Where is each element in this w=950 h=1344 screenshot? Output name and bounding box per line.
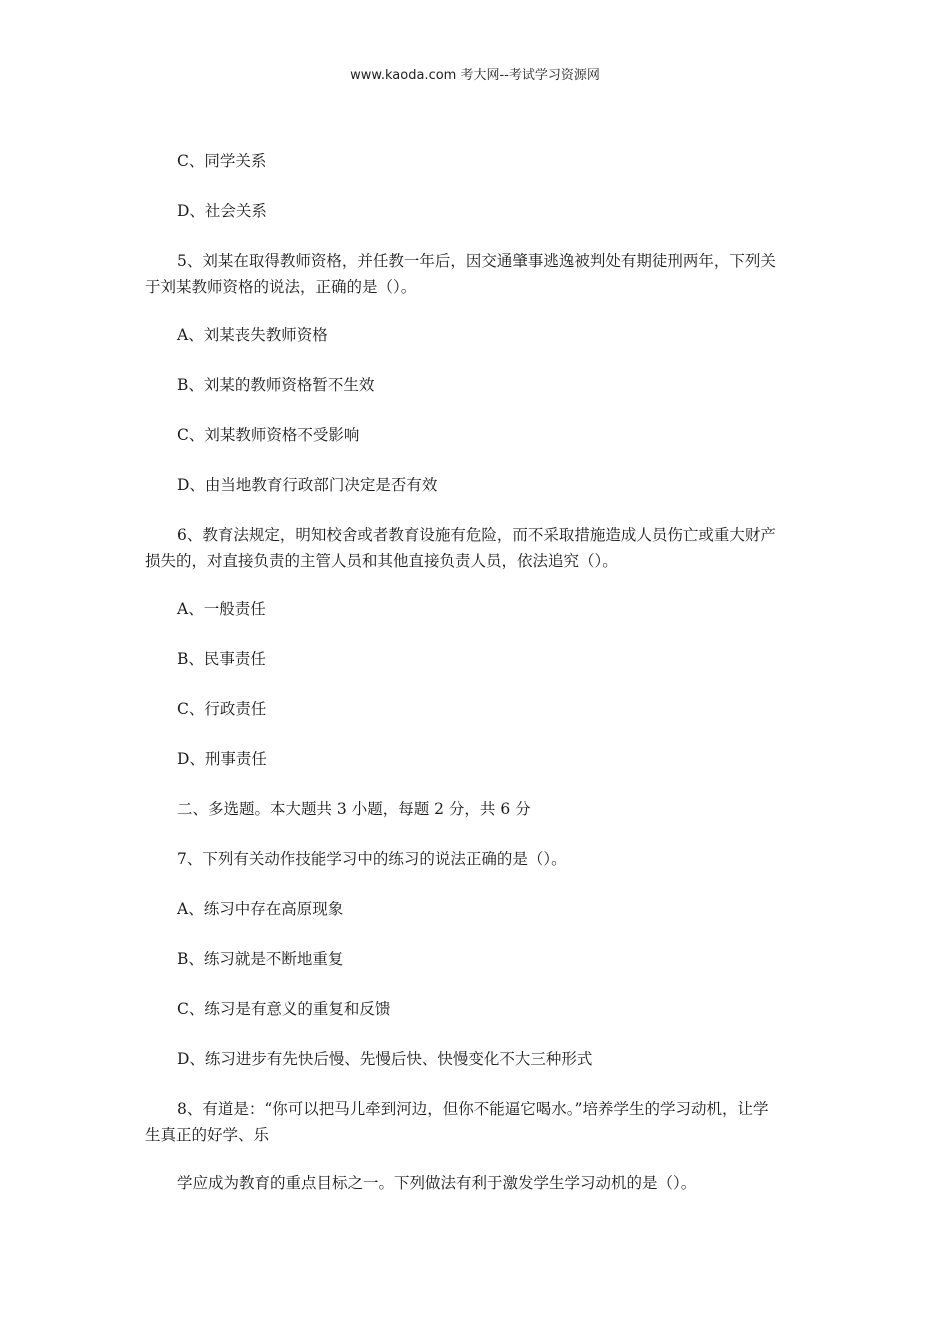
- q7-option-d: D、练习进步有先快后慢、先慢后快、快慢变化不大三种形式: [177, 1050, 593, 1068]
- q6-option-d: D、刑事责任: [177, 750, 267, 768]
- q8-stem-line-2: 生真正的好学、乐: [145, 1126, 270, 1144]
- q5-option-d: D、由当地教育行政部门决定是否有效: [177, 476, 438, 494]
- q6-stem: [145, 522, 810, 574]
- q6-stem-line-2: 损失的，对直接负责的主管人员和其他直接负责人员，依法追究（）。: [145, 552, 618, 570]
- q6-option-b: B、民事责任: [177, 650, 266, 668]
- q5-option-c: C、刘某教师资格不受影响: [177, 426, 360, 444]
- q7-stem: 7、下列有关动作技能学习中的练习的说法正确的是（）。: [177, 850, 567, 868]
- q4-option-c: C、同学关系: [177, 152, 267, 170]
- q5-option-b: B、刘某的教师资格暂不生效: [177, 376, 375, 394]
- q8-stem-continued: 学应成为教育的重点目标之一。下列做法有利于激发学生学习动机的是（）。: [177, 1174, 697, 1192]
- q5-stem-line-2: 于刘某教师资格的说法，正确的是（）。: [145, 278, 417, 296]
- q7-option-c: C、练习是有意义的重复和反馈: [177, 1000, 391, 1018]
- q7-option-b: B、练习就是不断地重复: [177, 950, 344, 968]
- section-heading-multiple-choice: 二、多选题。本大题共 3 小题，每题 2 分，共 6 分: [177, 800, 531, 818]
- q5-stem-line-1: 5、刘某在取得教师资格，并任教一年后，因交通肇事逃逸被判处有期徒刑两年，下列关: [177, 252, 776, 270]
- q6-stem-line-1: 6、教育法规定，明知校舍或者教育设施有危险，而不采取措施造成人员伤亡或重大财产: [177, 526, 776, 544]
- q5-stem: [145, 248, 810, 300]
- q6-option-c: C、行政责任: [177, 700, 267, 718]
- q4-option-d: D、社会关系: [177, 202, 267, 220]
- page-header: www.kaoda.com 考大网--考试学习资源网: [350, 68, 600, 83]
- q8-stem-line-1: 8、有道是：“你可以把马儿牵到河边，但你不能逼它喝水。”培养学生的学习动机，让学: [177, 1100, 769, 1118]
- q5-option-a: A、刘某丧失教师资格: [177, 326, 328, 344]
- q7-option-a: A、练习中存在高原现象: [177, 900, 344, 918]
- q8-stem: [145, 1096, 810, 1148]
- q6-option-a: A、一般责任: [177, 600, 266, 618]
